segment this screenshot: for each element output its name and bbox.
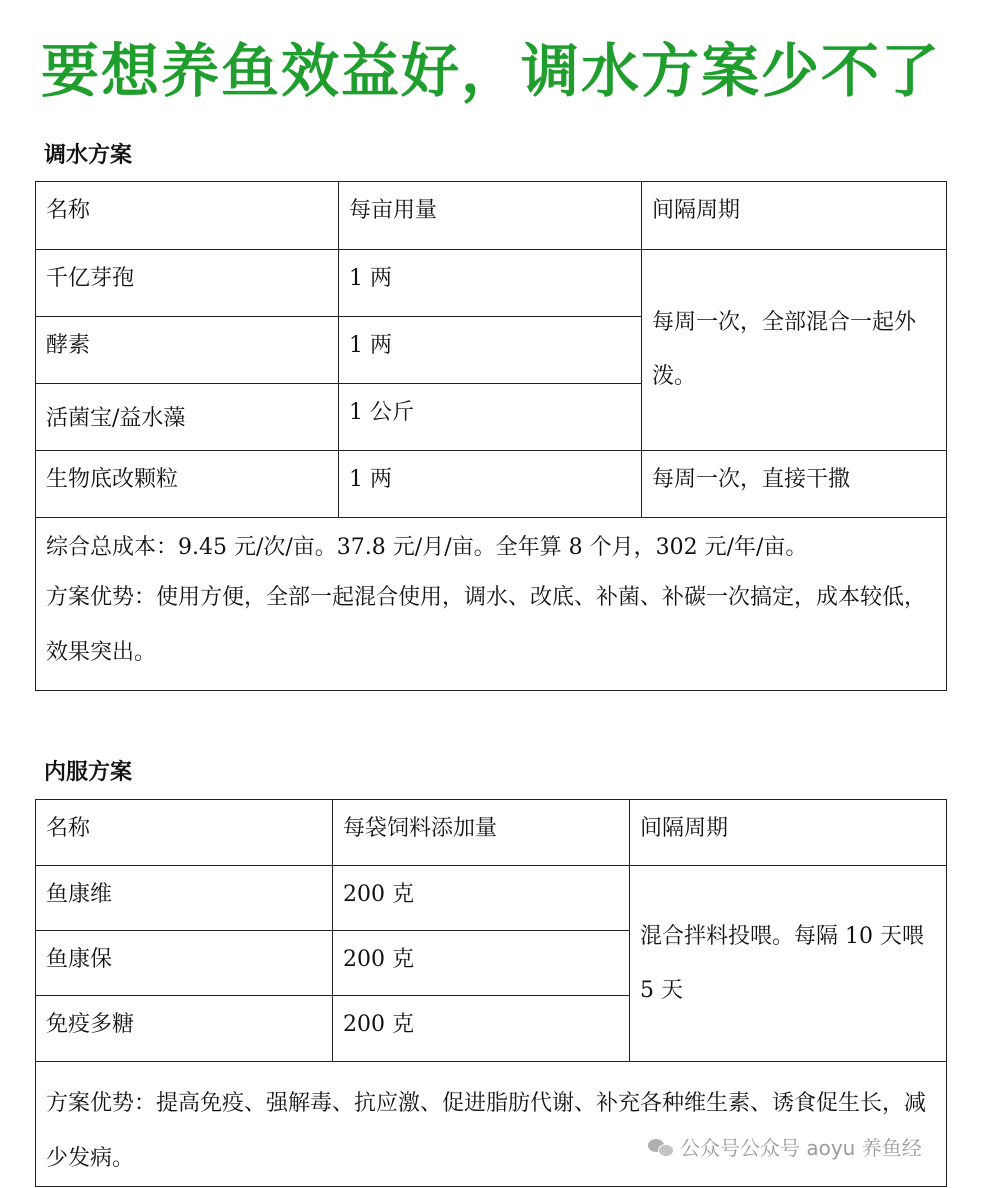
water-plan-title: 调水方案 xyxy=(44,142,133,168)
product-name: 鱼康保 xyxy=(36,931,333,996)
table-row xyxy=(36,451,947,518)
product-name: 千亿芽孢 xyxy=(36,250,339,317)
product-dose: 1 两 xyxy=(339,250,642,317)
plan-advantage: 方案优势：使用方便，全部一起混合使用，调水、改底、补菌、补碳一次搞定，成本较低，效果突出。 xyxy=(46,585,927,665)
watermark-text: 公众号公众号 aoyu 养鱼经 xyxy=(680,1136,922,1160)
table-header-row xyxy=(36,800,947,866)
product-name: 酵素 xyxy=(36,317,339,384)
feed-plan-title: 内服方案 xyxy=(44,759,133,785)
product-dose: 1 两 xyxy=(339,317,642,384)
product-dose: 200 克 xyxy=(333,996,630,1062)
plan-notes xyxy=(36,518,947,691)
watermark xyxy=(648,1132,922,1161)
header-cell: 名称 xyxy=(36,800,333,866)
interval-cell: 混合拌料投喂。每隔 10 天喂 5 天 xyxy=(630,866,947,1062)
water-plan-table xyxy=(35,181,947,691)
wechat-icon xyxy=(648,1137,674,1157)
product-dose: 200 克 xyxy=(333,931,630,996)
interval-cell: 每周一次，直接干撒 xyxy=(642,451,947,518)
feed-plan-table xyxy=(35,799,947,1187)
plan-advantage: 方案优势：提高免疫、强解毒、抗应激、促进脂肪代谢、补充各种维生素、诱食促生长，减少发病。 xyxy=(36,1062,947,1187)
product-dose: 200 克 xyxy=(333,866,630,931)
table-row xyxy=(36,250,947,317)
header-cell: 每袋饲料添加量 xyxy=(333,800,630,866)
interval-cell: 每周一次，全部混合一起外泼。 xyxy=(642,250,947,451)
product-dose: 1 公斤 xyxy=(339,384,642,451)
table-header-row xyxy=(36,182,947,250)
product-name: 鱼康维 xyxy=(36,866,333,931)
header-cell: 间隔周期 xyxy=(630,800,947,866)
product-name: 生物底改颗粒 xyxy=(36,451,339,518)
header-cell: 每亩用量 xyxy=(339,182,642,250)
header-cell: 名称 xyxy=(36,182,339,250)
table-note-row xyxy=(36,1062,947,1187)
page-headline: 要想养鱼效益好，调水方案少不了 xyxy=(40,37,941,105)
product-name: 活菌宝/益水藻 xyxy=(36,384,339,451)
product-name: 免疫多糖 xyxy=(36,996,333,1062)
cost-summary: 综合总成本：9.45 元/次/亩。37.8 元/月/亩。全年算 8 个月，302 元/年/亩。 xyxy=(46,535,808,560)
table-row xyxy=(36,866,947,931)
product-dose: 1 两 xyxy=(339,451,642,518)
table-note-row xyxy=(36,518,947,691)
header-cell: 间隔周期 xyxy=(642,182,947,250)
